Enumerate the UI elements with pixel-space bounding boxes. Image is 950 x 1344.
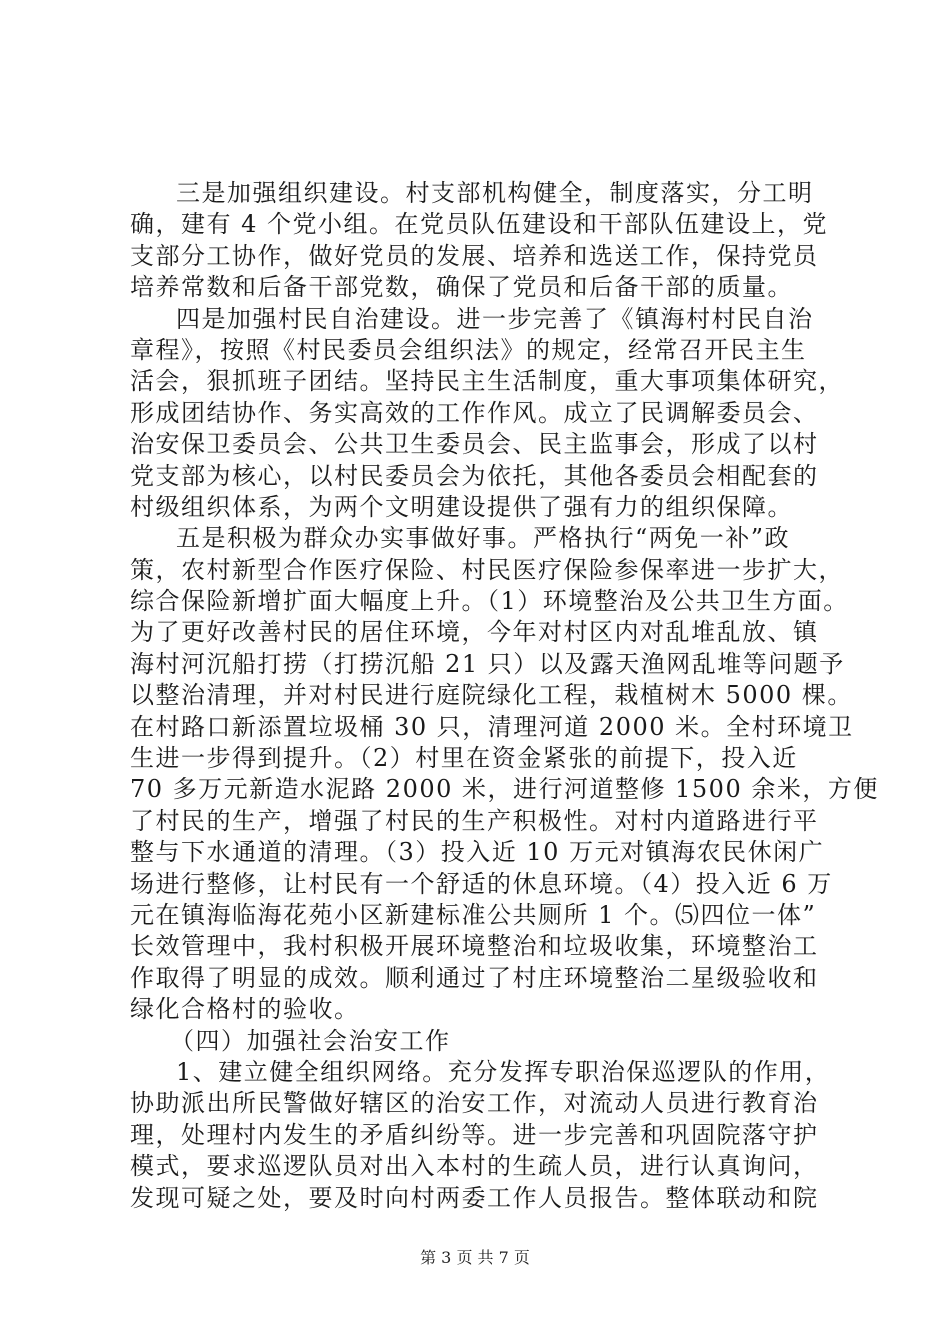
paragraph-line: 党支部为核心，以村民委员会为依托，其他各委员会相配套的: [130, 461, 819, 490]
paragraph-line: 长效管理中，我村积极开展环境整治和垃圾收集，环境整治工: [130, 932, 819, 961]
paragraph-line: 发现可疑之处，要及时向村两委工作人员报告。整体联动和院: [130, 1183, 819, 1212]
paragraph-line: 理，处理村内发生的矛盾纠纷等。进一步完善和巩固院落守护: [130, 1120, 819, 1149]
paragraph-line: 培养常数和后备干部党数，确保了党员和后备干部的质量。: [130, 273, 793, 302]
paragraph-line: 海村河沉船打捞（打捞沉船 21 只）以及露天渔网乱堆等问题予: [130, 649, 845, 678]
paragraph-line: 五是积极为群众办实事做好事。严格执行“两免一补”政: [176, 524, 791, 553]
paragraph-line: 整与下水通道的清理。（3）投入近 10 万元对镇海农民休闲广: [130, 838, 825, 867]
document-body: [130, 178, 879, 1214]
paragraph-line: 策，农村新型合作医疗保险、村民医疗保险参保率进一步扩大，: [130, 555, 844, 584]
paragraph-line: 场进行整修，让村民有一个舒适的休息环境。（4）投入近 6 万: [130, 869, 833, 898]
section-heading: （四）加强社会治安工作: [170, 1026, 451, 1055]
paragraph-line: 支部分工协作，做好党员的发展、培养和选送工作，保持党员: [130, 241, 819, 270]
page-number-footer: 第 3 页 共 7 页: [420, 1248, 530, 1267]
paragraph-line: 绿化合格村的验收。: [130, 995, 360, 1024]
paragraph-line: 生进一步得到提升。（2）村里在资金紧张的前提下，投入近: [130, 744, 798, 773]
paragraph-line: 元在镇海临海花苑小区新建标准公共厕所 1 个。⑸四位一体”: [130, 900, 817, 929]
paragraph-line: 章程》，按照《村民委员会组织法》的规定，经常召开民主生: [130, 335, 807, 364]
paragraph-line: 形成团结协作、务实高效的工作作风。成立了民调解委员会、: [130, 398, 819, 427]
paragraph-line: 确，建有 4 个党小组。在党员队伍建设和干部队伍建设上，党: [130, 210, 829, 239]
paragraph-line: 综合保险新增扩面大幅度上升。（1）环境整治及公共卫生方面。: [130, 587, 849, 616]
paragraph-line: 了村民的生产，增强了村民的生产积极性。对村内道路进行平: [130, 806, 819, 835]
paragraph-line: 以整治清理，并对村民进行庭院绿化工程，栽植树木 5000 棵。: [130, 681, 853, 710]
paragraph-line: 协助派出所民警做好辖区的治安工作，对流动人员进行教育治: [130, 1089, 819, 1118]
paragraph-line: 四是加强村民自治建设。进一步完善了《镇海村村民自治: [176, 304, 814, 333]
paragraph-line: 模式，要求巡逻队员对出入本村的生疏人员，进行认真询问，: [130, 1152, 819, 1181]
paragraph-line: 活会，狠抓班子团结。坚持民主生活制度，重大事项集体研究，: [130, 367, 844, 396]
paragraph-line: 三是加强组织建设。村支部机构健全，制度落实，分工明: [176, 179, 814, 207]
paragraph-line: 为了更好改善村民的居住环境，今年对村区内对乱堆乱放、镇: [130, 618, 819, 647]
paragraph-line: 在村路口新添置垃圾桶 30 只，清理河道 2000 米。全村环境卫: [130, 712, 854, 741]
paragraph-line: 70 多万元新造水泥路 2000 米，进行河道整修 1500 余米，方便: [130, 775, 879, 804]
paragraph-line: 作取得了明显的成效。顺利通过了村庄环境整治二星级验收和: [130, 963, 819, 992]
paragraph-line: 村级组织体系，为两个文明建设提供了强有力的组织保障。: [130, 492, 793, 521]
paragraph-line: 治安保卫委员会、公共卫生委员会、民主监事会，形成了以村: [130, 430, 819, 459]
paragraph-line: 1、建立健全组织网络。充分发挥专职治保巡逻队的作用，: [176, 1057, 831, 1086]
